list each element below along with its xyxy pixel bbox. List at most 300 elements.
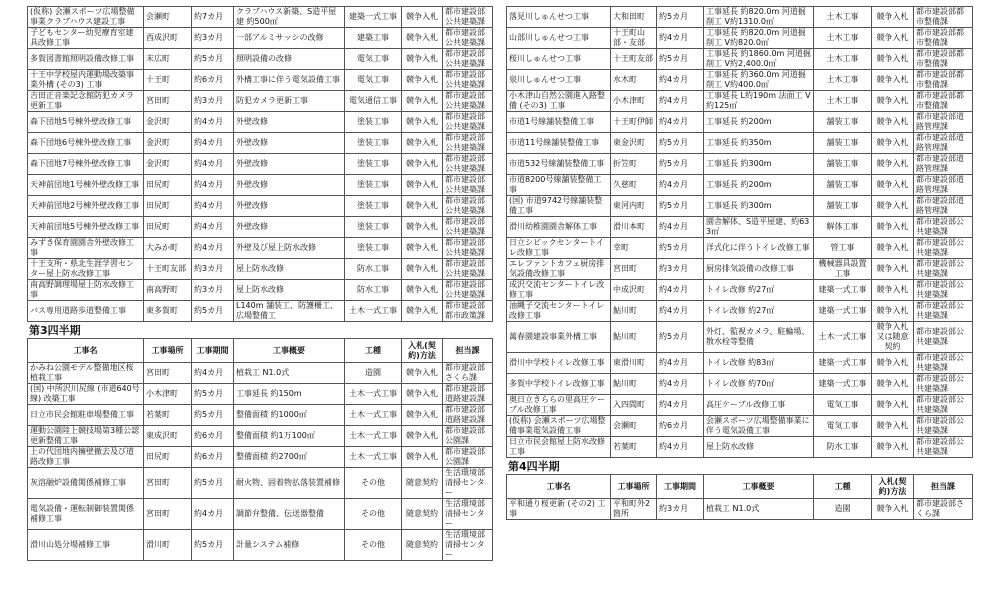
- cell-summary: 洋式化に伴うトイレ改修工事: [704, 238, 814, 259]
- cell-period: 約3カ月: [657, 259, 704, 280]
- table-row: [28, 530, 493, 561]
- cell-place: 南高野町: [144, 280, 192, 301]
- cell-method: 競争入札: [402, 405, 443, 426]
- cell-dept: 都市建設部公共建築課: [443, 217, 493, 238]
- cell-period: 約4カ月: [657, 374, 704, 395]
- cell-method: 競争入札: [402, 259, 443, 280]
- cell-name: 南高野調理場屋上防水改修工事: [28, 280, 144, 301]
- cell-type: 電気工事: [345, 49, 402, 70]
- cell-dept: 都市建設部公共建築課: [914, 217, 973, 238]
- table-row: [28, 175, 493, 196]
- cell-type: 土木一式工事: [814, 322, 872, 353]
- cell-method: 競争入札: [872, 217, 914, 238]
- cell-type: 造園: [345, 363, 402, 384]
- cell-place: 田尻町: [144, 196, 192, 217]
- cell-type: 建築一式工事: [345, 7, 402, 28]
- header-place: 工事場所: [611, 475, 657, 499]
- cell-summary: 外壁及び屋上防水改修: [234, 238, 345, 259]
- table-row: [28, 259, 493, 280]
- cell-summary: 屋上防水改修: [234, 280, 345, 301]
- table-row: [507, 301, 973, 322]
- table-row: [507, 259, 973, 280]
- cell-summary: 工事延長 約200m: [704, 175, 814, 196]
- cell-summary: 外壁改修: [234, 217, 345, 238]
- cell-summary: 工事延長 約820.0m 河道掘削工 V約820.0㎥: [704, 28, 814, 49]
- cell-place: 久慈町: [611, 175, 657, 196]
- cell-place: 大和田町: [611, 7, 657, 28]
- cell-dept: 都市建設部公共建築課: [443, 49, 493, 70]
- cell-name: 市道8200号線舗装整備工事: [507, 175, 611, 196]
- cell-summary: トイレ改修 約70㎡: [704, 374, 814, 395]
- cell-method: 競争入札: [402, 7, 443, 28]
- header-summary: 工事概要: [234, 339, 345, 363]
- cell-dept: 都市建設部道路管理課: [914, 175, 973, 196]
- header-place: 工事場所: [144, 339, 192, 363]
- cell-dept: 都市建設部公共建築課: [443, 28, 493, 49]
- cell-name: 小木津山自然公園進入路整備 (その3) 工事: [507, 91, 611, 112]
- cell-dept: 都市建設部公共建築課: [443, 259, 493, 280]
- cell-place: 中成沢町: [611, 280, 657, 301]
- cell-type: 土木一式工事: [345, 384, 402, 405]
- cell-type: 防水工事: [814, 437, 872, 458]
- cell-period: 約4カ月: [657, 91, 704, 112]
- cell-place: 鮎川町: [611, 374, 657, 395]
- cell-type: 塗装工事: [345, 238, 402, 259]
- cell-name: 子どもセンター幼児療育室建具改修工事: [28, 28, 144, 49]
- cell-method: 競争入札: [872, 499, 914, 520]
- cell-name: エレファントカフェ厨房排気設備改修工事: [507, 259, 611, 280]
- cell-dept: 都市建設部都市整備課: [914, 70, 973, 91]
- cell-place: 東金沢町: [611, 133, 657, 154]
- cell-dept: 都市建設部公共建築課: [914, 353, 973, 374]
- cell-type: 電気通信工事: [345, 91, 402, 112]
- cell-method: 競争入札: [872, 374, 914, 395]
- cell-summary: トイレ改修 約27㎡: [704, 301, 814, 322]
- cell-method: 随意契約: [402, 530, 443, 561]
- cell-summary: 工事延長 約1860.0m 河道掘削工 V約2,400.0㎥: [704, 49, 814, 70]
- header-dept: 担当課: [443, 339, 493, 363]
- cell-method: 競争入札: [402, 196, 443, 217]
- cell-type: 解体工事: [814, 217, 872, 238]
- table-row: [507, 91, 973, 112]
- cell-name: 十王支所・県北生涯学習センター屋上防水改修工事: [28, 259, 144, 280]
- cell-dept: 都市建設部道路管理課: [914, 133, 973, 154]
- cell-place: 折笠町: [611, 154, 657, 175]
- cell-type: 舗装工事: [814, 133, 872, 154]
- cell-dept: 都市建設部公共建築課: [914, 395, 973, 416]
- cell-method: 競争入札: [872, 437, 914, 458]
- cell-period: 約4カ月: [657, 280, 704, 301]
- cell-place: 宮田町: [144, 499, 192, 530]
- cell-summary: 工事延長 約150m: [234, 384, 345, 405]
- header-name: 工事名: [28, 339, 144, 363]
- cell-type: 舗装工事: [814, 154, 872, 175]
- cell-period: 約5カ月: [657, 7, 704, 28]
- cell-method: 競争入札: [402, 28, 443, 49]
- cell-summary: 会瀬スポーツ広場整備事業に伴う電気設備工事: [704, 416, 814, 437]
- cell-place: 十王町山部・友部: [611, 28, 657, 49]
- header-name: 工事名: [507, 475, 611, 499]
- cell-period: 約4カ月: [657, 217, 704, 238]
- table-row: [28, 363, 493, 384]
- table-row: [28, 447, 493, 468]
- cell-summary: 厨房排気設備の改修工事: [704, 259, 814, 280]
- cell-period: 約4カ月: [657, 437, 704, 458]
- cell-type: 舗装工事: [814, 196, 872, 217]
- cell-place: 滑川町: [144, 530, 192, 561]
- cell-place: 金沢町: [144, 154, 192, 175]
- cell-summary: 工事延長 約300m: [704, 196, 814, 217]
- cell-period: 約4カ月: [192, 175, 234, 196]
- cell-place: 金沢町: [144, 112, 192, 133]
- cell-period: 約3カ月: [192, 259, 234, 280]
- table-row: [507, 353, 973, 374]
- cell-place: 若葉町: [611, 437, 657, 458]
- cell-method: 競争入札: [872, 196, 914, 217]
- cell-name: かみね公園モデル整備地区桜植栽工事: [28, 363, 144, 384]
- cell-name: 滑川中学校トイレ改修工事: [507, 353, 611, 374]
- table-row: [28, 217, 493, 238]
- cell-type: 造園: [814, 499, 872, 520]
- cell-dept: 生活環境部清掃センター: [443, 468, 493, 499]
- table-row: [28, 280, 493, 301]
- cell-method: 競争入札: [872, 416, 914, 437]
- cell-method: 競争入札: [402, 363, 443, 384]
- cell-period: 約4カ月: [657, 70, 704, 91]
- cell-dept: 都市建設部道路管理課: [914, 112, 973, 133]
- cell-period: 約4カ月: [657, 301, 704, 322]
- cell-period: 約3カ月: [192, 280, 234, 301]
- cell-period: 約5カ月: [657, 238, 704, 259]
- cell-type: 建築一式工事: [814, 280, 872, 301]
- cell-name: 滑川幼稚園園舎解体工事: [507, 217, 611, 238]
- cell-summary: 屋上防水改修: [704, 437, 814, 458]
- cell-place: 十王町友部: [611, 49, 657, 70]
- cell-name: 日立シビックセンタートイレ改修工事: [507, 238, 611, 259]
- cell-type: 防水工事: [345, 280, 402, 301]
- cell-place: 西成沢町: [144, 28, 192, 49]
- cell-dept: 生活環境部清掃センター: [443, 499, 493, 530]
- cell-place: 十王町伊師: [611, 112, 657, 133]
- cell-type: 建築一式工事: [814, 353, 872, 374]
- cell-name: 森下団地5号棟外壁改修工事: [28, 112, 144, 133]
- table-row: [28, 7, 493, 28]
- cell-type: 土木一式工事: [345, 301, 402, 322]
- cell-summary: 屋上防水改修: [234, 259, 345, 280]
- cell-summary: 照明設備の改修: [234, 49, 345, 70]
- cell-summary: トイレ改修 約27㎡: [704, 280, 814, 301]
- cell-method: 競争入札: [402, 175, 443, 196]
- cell-summary: 工事延長 L約190m 法面工 V約125㎥: [704, 91, 814, 112]
- cell-period: 約5カ月: [192, 405, 234, 426]
- cell-name: (国) 市道9742号線舗装整備工事: [507, 196, 611, 217]
- cell-method: 競争入札: [402, 133, 443, 154]
- cell-period: 約4カ月: [657, 353, 704, 374]
- cell-place: 会瀬町: [611, 416, 657, 437]
- table-row: [507, 112, 973, 133]
- table-row: [507, 395, 973, 416]
- cell-place: 十王町友部: [144, 259, 192, 280]
- table-row: [507, 70, 973, 91]
- cell-place: 末広町: [144, 49, 192, 70]
- cell-name: (仮称) 会瀬スポーツ広場整備事業電気設備工事: [507, 416, 611, 437]
- cell-place: 宮田町: [144, 91, 192, 112]
- cell-name: バス専用道路歩道整備工事: [28, 301, 144, 322]
- cell-place: 小木津町: [611, 91, 657, 112]
- cell-period: 約4カ月: [657, 175, 704, 196]
- cell-name: 日立市民会館屋上防水改修工事: [507, 437, 611, 458]
- cell-period: 約5カ月: [657, 49, 704, 70]
- cell-place: 東多賀町: [144, 301, 192, 322]
- cell-period: 約5カ月: [657, 154, 704, 175]
- cell-name: 市道11号線舗装整備工事: [507, 133, 611, 154]
- table-row: [507, 217, 973, 238]
- cell-period: 約6カ月: [192, 447, 234, 468]
- cell-summary: 外構工事に伴う電気設備工事: [234, 70, 345, 91]
- cell-summary: クラブハウス新築、S造平屋建 約500㎡: [234, 7, 345, 28]
- cell-method: 随意契約: [402, 468, 443, 499]
- cell-method: 競争入札: [402, 112, 443, 133]
- table-row: [28, 133, 493, 154]
- table-row: [28, 91, 493, 112]
- cell-name: 泉川しゅんせつ工事: [507, 70, 611, 91]
- cell-method: 競争入札: [402, 301, 443, 322]
- cell-period: 約5カ月: [192, 530, 234, 561]
- table-row: [507, 7, 973, 28]
- section-title-q3: 第3四半期: [29, 324, 81, 337]
- cell-summary: 一部アルミサッシの改修: [234, 28, 345, 49]
- table-row: [507, 374, 973, 395]
- cell-method: 競争入札: [872, 353, 914, 374]
- cell-period: 約6カ月: [192, 426, 234, 447]
- table-row: [28, 112, 493, 133]
- section-title-q4: 第4四半期: [508, 460, 560, 473]
- cell-method: 競争入札: [402, 91, 443, 112]
- cell-dept: 都市建設部道路建設課: [443, 405, 493, 426]
- cell-name: 油縄子交流センタートイレ改修工事: [507, 301, 611, 322]
- cell-dept: 都市建設部公共建築課: [443, 238, 493, 259]
- cell-period: 約4カ月: [657, 112, 704, 133]
- cell-place: 東滑川町: [611, 353, 657, 374]
- cell-dept: 都市建設部公共建築課: [443, 175, 493, 196]
- cell-dept: 都市建設部公共建築課: [443, 70, 493, 91]
- cell-name: 灰溶融炉設備関係補修工事: [28, 468, 144, 499]
- cell-method: 競争入札: [872, 7, 914, 28]
- cell-place: 鮎川町: [611, 301, 657, 322]
- table-header-row: [507, 475, 973, 499]
- cell-name: (国) 中所沢川尻線 (市道640号線) 改築工事: [28, 384, 144, 405]
- cell-place: 宮田町: [144, 468, 192, 499]
- cell-place: 田尻町: [144, 175, 192, 196]
- cell-dept: 都市建設部都市整備課: [914, 7, 973, 28]
- header-period: 工事期間: [192, 339, 234, 363]
- cell-name: 天神前団地1号棟外壁改修工事: [28, 175, 144, 196]
- table-row: [507, 28, 973, 49]
- table-row: [507, 154, 973, 175]
- cell-place: 滑川本町: [611, 217, 657, 238]
- cell-method: 競争入札: [402, 217, 443, 238]
- cell-place: 宮田町: [144, 363, 192, 384]
- cell-method: 競争入札: [872, 259, 914, 280]
- cell-type: 土木工事: [814, 7, 872, 28]
- cell-name: 萬春園建設事業外構工事: [507, 322, 611, 353]
- cell-name: 市道1号線舗装整備工事: [507, 112, 611, 133]
- cell-period: 約5カ月: [657, 322, 704, 353]
- cell-type: 土木工事: [814, 91, 872, 112]
- table-row: [507, 322, 973, 353]
- cell-summary: 植栽工 N1.0式: [234, 363, 345, 384]
- cell-method: 随意契約: [402, 499, 443, 530]
- header-dept: 担当課: [914, 475, 973, 499]
- cell-dept: 都市建設部公共建築課: [443, 196, 493, 217]
- cell-name: 森下団地6号棟外壁改修工事: [28, 133, 144, 154]
- cell-dept: 都市建設部公共建築課: [914, 259, 973, 280]
- cell-name: 日立市民会館駐車場整備工事: [28, 405, 144, 426]
- cell-dept: 都市建設部都市整備課: [914, 91, 973, 112]
- cell-summary: 外壁改修: [234, 112, 345, 133]
- cell-summary: 工事延長 約360.0m 河道掘削工 V約400.0㎥: [704, 70, 814, 91]
- cell-name: 森下団地7号棟外壁改修工事: [28, 154, 144, 175]
- cell-type: 土木一式工事: [345, 405, 402, 426]
- cell-period: 約4カ月: [192, 196, 234, 217]
- cell-type: 塗装工事: [345, 133, 402, 154]
- header-method: 入札(契約)方法: [402, 339, 443, 363]
- cell-period: 約4カ月: [192, 499, 234, 530]
- cell-name: 桜川しゅんせつ工事: [507, 49, 611, 70]
- cell-name: 山部川しゅんせつ工事: [507, 28, 611, 49]
- cell-period: 約3カ月: [192, 28, 234, 49]
- cell-summary: 整備面積 約1万100㎡: [234, 426, 345, 447]
- cell-dept: 都市建設部公園課: [443, 447, 493, 468]
- cell-summary: 園舎解体、S造平屋建、約633㎡: [704, 217, 814, 238]
- cell-name: 吉田正音楽記念館防犯カメラ更新工事: [28, 91, 144, 112]
- cell-summary: 外壁改修: [234, 133, 345, 154]
- cell-name: 市道532号線舗装整備工事: [507, 154, 611, 175]
- cell-type: 機械器具設置工事: [814, 259, 872, 280]
- cell-name: 運動公園陸上競技場第3種公認更新整備工事: [28, 426, 144, 447]
- cell-period: 約4カ月: [657, 28, 704, 49]
- cell-summary: 工事延長 約300m: [704, 154, 814, 175]
- table-row: [28, 28, 493, 49]
- table-row: [507, 416, 973, 437]
- cell-summary: 耐火物、固着物払落装置補修: [234, 468, 345, 499]
- cell-summary: 外壁改修: [234, 175, 345, 196]
- cell-dept: 都市建設部公共建築課: [914, 238, 973, 259]
- cell-type: 建築工事: [345, 28, 402, 49]
- header-summary: 工事概要: [704, 475, 814, 499]
- cell-dept: 都市建設部公共建築課: [914, 301, 973, 322]
- cell-place: 鮎川町: [611, 322, 657, 353]
- cell-name: 天神前団地5号棟外壁改修工事: [28, 217, 144, 238]
- cell-method: 競争入札: [872, 238, 914, 259]
- table-row: [507, 499, 973, 520]
- cell-method: 競争入札又は随意契約: [872, 322, 914, 353]
- cell-name: 天神前団地2号棟外壁改修工事: [28, 196, 144, 217]
- cell-period: 約6カ月: [192, 70, 234, 91]
- cell-name: 滑川山処分場補修工事: [28, 530, 144, 561]
- cell-summary: 工事延長 約820.0m 河道掘削工 V約1310.0㎥: [704, 7, 814, 28]
- cell-dept: 都市建設部公共建築課: [914, 322, 973, 353]
- cell-type: 土木工事: [814, 70, 872, 91]
- table-row: [28, 70, 493, 91]
- cell-dept: 都市建設部公共建築課: [914, 437, 973, 458]
- cell-place: 田尻町: [144, 447, 192, 468]
- cell-type: 防水工事: [345, 259, 402, 280]
- table-row: [28, 384, 493, 405]
- cell-dept: 都市建設部都市政策課: [443, 301, 493, 322]
- header-type: 工種: [814, 475, 872, 499]
- cell-dept: 都市建設部都市整備課: [914, 49, 973, 70]
- cell-place: 小木津町: [144, 384, 192, 405]
- cell-period: 約3カ月: [192, 91, 234, 112]
- cell-place: 東河内町: [611, 196, 657, 217]
- table-row: [28, 301, 493, 322]
- q2-continued-table-left: [27, 6, 493, 322]
- cell-name: 成沢交流センタートイレ改修工事: [507, 280, 611, 301]
- cell-method: 競争入札: [402, 49, 443, 70]
- cell-period: 約4カ月: [192, 238, 234, 259]
- cell-type: その他: [345, 499, 402, 530]
- cell-summary: 防犯カメラ更新工事: [234, 91, 345, 112]
- cell-type: 塗装工事: [345, 217, 402, 238]
- cell-dept: 都市建設部公共建築課: [443, 133, 493, 154]
- cell-name: 平和通り桜更新 (その2) 工事: [507, 499, 611, 520]
- table-row: [28, 238, 493, 259]
- cell-place: 宮田町: [611, 259, 657, 280]
- cell-dept: 都市建設部公共建築課: [914, 280, 973, 301]
- cell-method: 競争入札: [402, 426, 443, 447]
- cell-period: 約3カ月: [657, 499, 704, 520]
- cell-summary: 整備面積 約1000㎡: [234, 405, 345, 426]
- cell-name: みずき保育園園舎外壁改修工事: [28, 238, 144, 259]
- right-column: [506, 6, 972, 520]
- cell-dept: 都市建設部公園課: [443, 426, 493, 447]
- header-period: 工事期間: [657, 475, 704, 499]
- table-row: [507, 238, 973, 259]
- table-row: [28, 499, 493, 530]
- cell-type: 塗装工事: [345, 154, 402, 175]
- table-row: [28, 49, 493, 70]
- cell-name: 上の代団地内擁壁撤去及び道路改修工事: [28, 447, 144, 468]
- cell-period: 約4カ月: [192, 217, 234, 238]
- cell-method: 競争入札: [872, 70, 914, 91]
- q3-table: [27, 338, 493, 561]
- cell-type: 土木工事: [814, 28, 872, 49]
- cell-dept: 都市建設部さくら課: [914, 499, 973, 520]
- cell-type: その他: [345, 468, 402, 499]
- header-type: 工種: [345, 339, 402, 363]
- table-row: [507, 49, 973, 70]
- cell-summary: 外壁改修: [234, 154, 345, 175]
- cell-type: 電気工事: [814, 395, 872, 416]
- cell-method: 競争入札: [872, 175, 914, 196]
- cell-dept: 都市建設部公共建築課: [443, 7, 493, 28]
- cell-summary: 外壁改修: [234, 196, 345, 217]
- cell-dept: 都市建設部公共建築課: [443, 154, 493, 175]
- cell-type: その他: [345, 530, 402, 561]
- cell-method: 競争入札: [872, 133, 914, 154]
- q4-table: [506, 474, 973, 520]
- cell-period: 約4カ月: [192, 112, 234, 133]
- cell-name: 十王中学校屋内運動場改築事業外構 (その3) 工事: [28, 70, 144, 91]
- cell-summary: 整備面積 約2700㎡: [234, 447, 345, 468]
- cell-name: 奥日立きららの里高圧ケーブル改修工事: [507, 395, 611, 416]
- table-row: [507, 437, 973, 458]
- cell-place: 若葉町: [144, 405, 192, 426]
- cell-name: 電気設備・運転制御装置関係補修工事: [28, 499, 144, 530]
- cell-method: 競争入札: [872, 280, 914, 301]
- table-row: [28, 426, 493, 447]
